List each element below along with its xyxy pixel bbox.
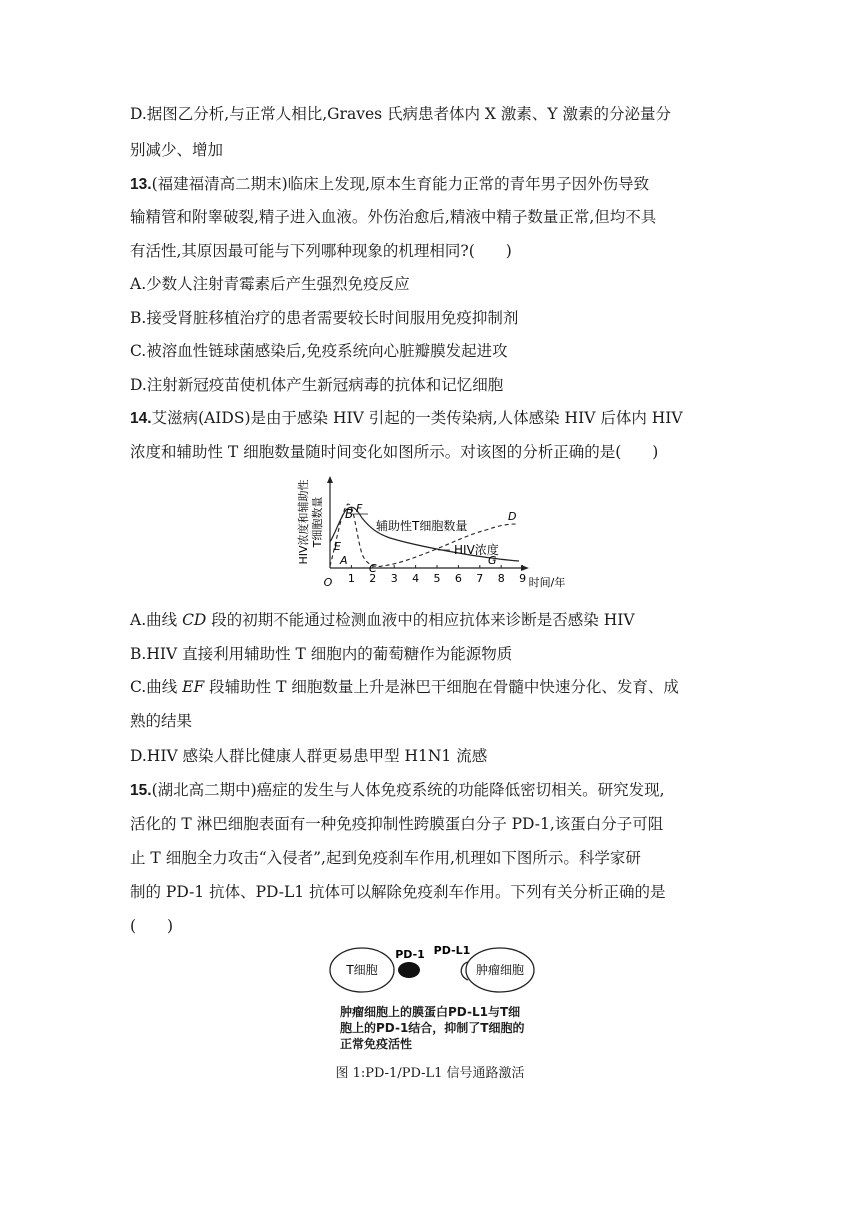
hiv-tcell-figure: [290, 474, 566, 600]
x-tick-label: 3: [390, 572, 398, 585]
pd1-label: PD-1: [395, 948, 425, 961]
pd1-pdl1-figure: [328, 938, 538, 1002]
x-tick-label: 1: [347, 572, 355, 585]
origin-label: O: [323, 576, 333, 589]
x-axis-label: 时间/年: [528, 576, 566, 589]
option-b: B.HIV 直接利用辅助性 T 细胞内的葡萄糖作为能源物质: [130, 645, 513, 663]
x-tick-label: 8: [497, 572, 505, 585]
question-13-line: [130, 174, 649, 195]
x-tick-label: 9: [519, 572, 527, 585]
option-c: C.被溶血性链球菌感染后,免疫系统向心脏瓣膜发起进攻: [130, 342, 508, 360]
x-tick-label: 2: [369, 572, 377, 585]
text-line: 别减少、增加: [130, 141, 224, 159]
pd1-receptor: [398, 962, 420, 978]
point-label-d: D: [508, 510, 517, 523]
option-c: C.曲线 EF 段辅助性 T 细胞数量上升是淋巴干细胞在骨髓中快速分化、发育、成: [130, 678, 679, 696]
x-tick-label: 4: [412, 572, 420, 585]
option-d: D.注射新冠疫苗使机体产生新冠病毒的抗体和记忆细胞: [130, 376, 504, 394]
question-14-line: [130, 408, 683, 429]
point-label-c: C: [369, 562, 377, 575]
pdl1-label: PD-L1: [433, 944, 471, 957]
point-label-a: A: [340, 554, 348, 567]
point-label-b: B: [345, 507, 354, 521]
question-number: 14.: [130, 410, 152, 427]
question-15-line: [130, 780, 665, 801]
figure-note-line: 胞上的PD-1结合，抑制了T细胞的: [340, 1021, 525, 1035]
question-number: 15.: [130, 782, 152, 799]
option-d: D.HIV 感染人群比健康人群更易患甲型 H1N1 流感: [130, 747, 488, 765]
text-line: 活化的 T 淋巴细胞表面有一种免疫抑制性跨膜蛋白分子 PD-1,该蛋白分子可阻: [130, 815, 664, 833]
point-label-e: E: [334, 540, 341, 553]
x-tick-label: 6: [454, 572, 462, 585]
point-label-f: F: [356, 502, 363, 515]
y-axis-arrow: [327, 476, 333, 483]
hiv-series-label: HIV浓度: [454, 543, 499, 557]
t-cell-label: T细胞: [346, 963, 378, 977]
option-b: B.接受肾脏移植治疗的患者需要较长时间服用免疫抑制剂: [130, 309, 519, 327]
option-a: A.曲线 CD 段的初期不能通过检测血液中的相应抗体来诊断是否感染 HIV: [130, 611, 635, 629]
question-number: 13.: [130, 176, 152, 193]
x-tick-label: 7: [476, 572, 484, 585]
figure-note-line: 正常免疫活性: [340, 1037, 413, 1051]
figure-caption: 图 1:PD-1/PD-L1 信号通路激活: [335, 1066, 525, 1081]
text-line: 浓度和辅助性 T 细胞数量随时间变化如图所示。对该图的分析正确的是( ): [130, 443, 659, 461]
text-line: 输精管和附睾破裂,精子进入血液。外伤治愈后,精液中精子数量正常,但均不具: [130, 208, 657, 226]
text-line: 熟的结果: [130, 712, 193, 730]
question-14-stem: 艾滋病(AIDS)是由于感染 HIV 引起的一类传染病,人体感染 HIV 后体内 HIV: [151, 409, 683, 427]
question-13-stem: (福建福清高二期末)临床上发现,原本生育能力正常的青年男子因外伤导致: [151, 175, 650, 193]
point-label-g: G: [488, 554, 497, 567]
text-line: 止 T 细胞全力攻击“入侵者”,起到免疫刹车作用,机理如下图所示。科学家研: [130, 849, 641, 867]
x-tick-label: 5: [433, 572, 441, 585]
answer-blank: ( ): [130, 917, 174, 935]
text-line: 制的 PD-1 抗体、PD-L1 抗体可以解除免疫刹车作用。下列有关分析正确的是: [130, 883, 666, 901]
tcell-series-label: 辅助性T细胞数量: [376, 519, 468, 533]
text-line: 有活性,其原因最可能与下列哪种现象的机理相同?( ): [130, 242, 512, 260]
y-axis-label: HIV浓度和辅助性: [297, 479, 310, 565]
question-15-stem: (湖北高二期中)癌症的发生与人体免疫系统的功能降低密切相关。研究发现,: [151, 781, 665, 799]
text-line: D.据图乙分析,与正常人相比,Graves 氏病患者体内 X 激素、Y 激素的分泌量分: [130, 105, 672, 123]
tumor-cell-label: 肿瘤细胞: [475, 963, 525, 977]
y-axis-label-2: T细胞数量: [311, 496, 324, 548]
option-a: A.少数人注射青霉素后产生强烈免疫反应: [130, 275, 410, 293]
figure-note-line: 肿瘤细胞上的膜蛋白PD-L1与T细: [340, 1005, 521, 1019]
